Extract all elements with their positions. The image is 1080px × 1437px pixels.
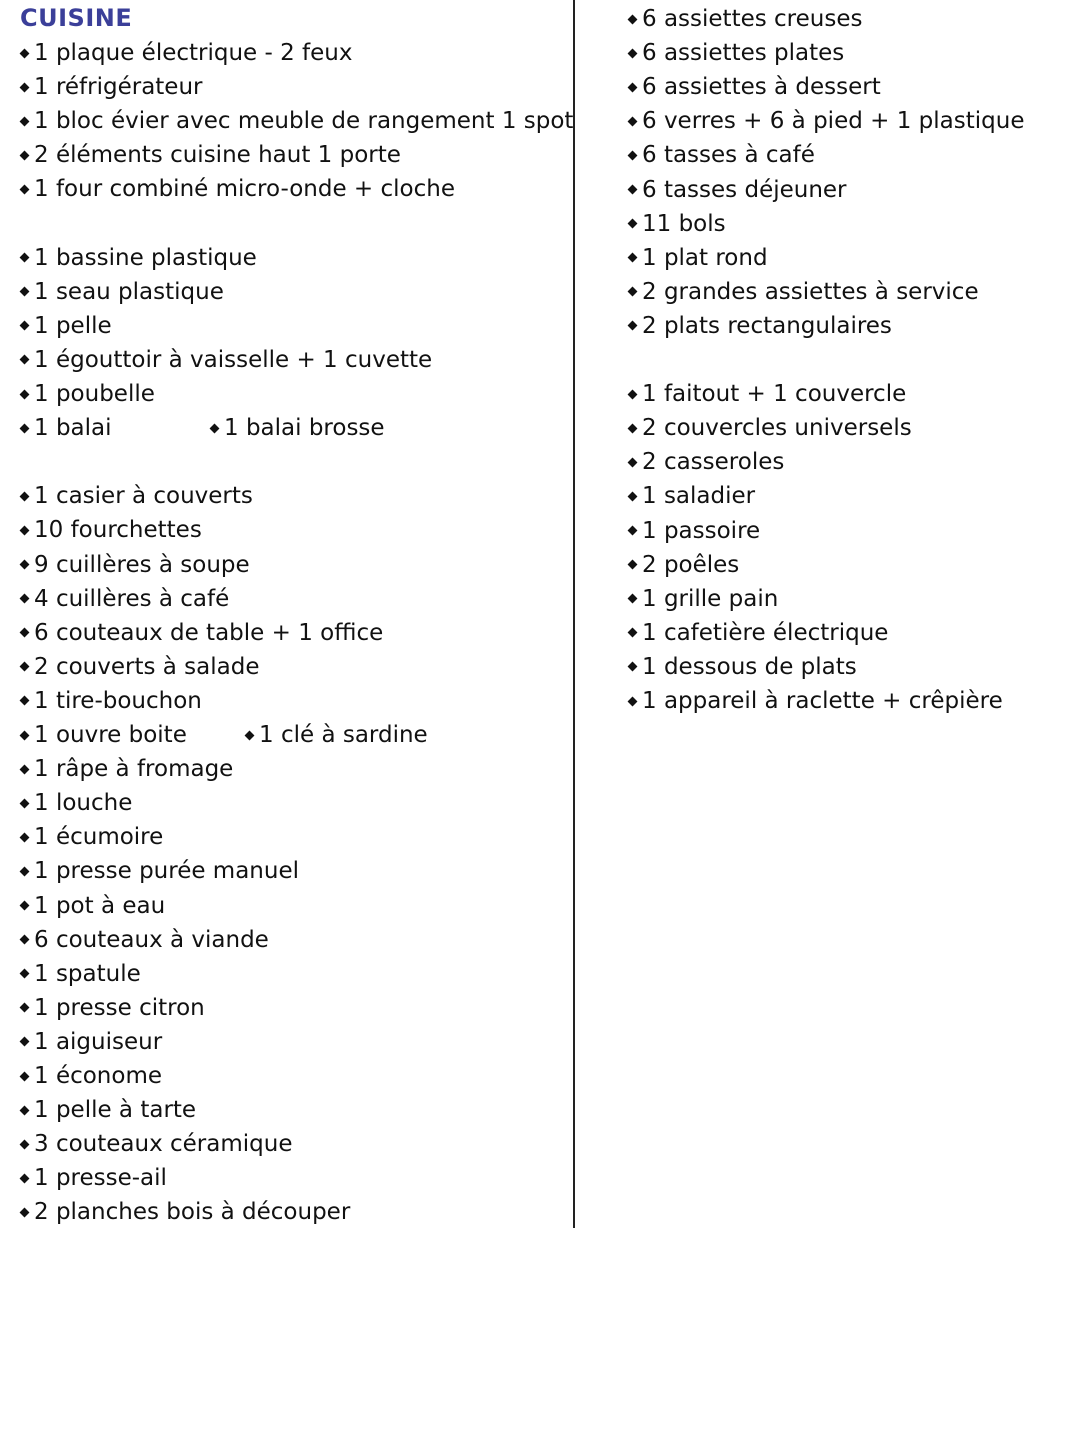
diamond-bullet-icon: [628, 628, 638, 638]
list-item-text: 1 tire-bouchon: [34, 687, 202, 714]
list-item: [626, 548, 739, 582]
diamond-bullet-icon: [20, 491, 30, 501]
diamond-bullet-icon: [628, 560, 638, 570]
list-item-text: 1 presse-ail: [34, 1165, 167, 1192]
list-item: [18, 548, 250, 582]
list-item: [18, 104, 573, 138]
list-item-text: 1 faitout + 1 couvercle: [642, 381, 907, 408]
list-item-text: 1 balai: [34, 415, 112, 442]
diamond-bullet-icon: [20, 1003, 30, 1013]
list-item: [18, 1127, 292, 1161]
diamond-bullet-icon: [628, 321, 638, 331]
list-item-text: 1 casier à couverts: [34, 483, 253, 510]
list-item-text: 1 appareil à raclette + crêpière: [642, 688, 1003, 714]
list-item-text: 1 plaque électrique - 2 feux: [34, 40, 353, 66]
list-item-text: 1 dessous de plats: [642, 653, 857, 680]
list-item-text: 2 éléments cuisine haut 1 porte: [34, 142, 401, 169]
diamond-bullet-icon: [20, 1071, 30, 1081]
list-item-text: 2 grandes assiettes à service: [642, 278, 979, 305]
list-item: [18, 275, 224, 309]
list-item-text: 6 tasses déjeuner: [642, 176, 847, 203]
diamond-bullet-icon: [20, 628, 30, 638]
list-item: [18, 957, 141, 991]
list-item-text: 1 économe: [34, 1063, 163, 1089]
diamond-bullet-icon: [20, 594, 30, 604]
diamond-bullet-icon: [20, 355, 30, 365]
list-item-text: 1 pelle: [34, 312, 112, 339]
list-item-text: 1 égouttoir à vaisselle + 1 cuvette: [34, 346, 433, 373]
list-item: [18, 343, 432, 377]
list-item: [18, 241, 257, 275]
diamond-bullet-icon: [20, 1139, 30, 1149]
diamond-bullet-icon: [20, 1105, 30, 1115]
diamond-bullet-icon: [20, 389, 30, 399]
list-item: [626, 2, 862, 36]
diamond-bullet-icon: [245, 730, 255, 740]
list-item-text: 1 ouvre boite: [34, 722, 187, 748]
list-item: [626, 104, 1024, 138]
list-item-text: 1 poubelle: [34, 381, 155, 407]
diamond-bullet-icon: [628, 219, 638, 229]
list-item: [18, 820, 163, 854]
list-item: [626, 138, 815, 172]
list-item: [18, 991, 205, 1025]
list-item: [18, 582, 229, 616]
diamond-bullet-icon: [210, 423, 220, 433]
list-item-text: 2 plats rectangulaires: [642, 312, 892, 339]
diamond-bullet-icon: [20, 525, 30, 535]
diamond-bullet-icon: [20, 116, 30, 126]
list-item: [18, 377, 155, 411]
list-item: [626, 411, 912, 445]
list-item-text: 1 clé à sardine: [259, 722, 428, 748]
list-item: [626, 479, 755, 513]
list-item: [18, 1093, 196, 1127]
diamond-bullet-icon: [20, 184, 30, 194]
list-item: [18, 786, 132, 820]
list-item: [626, 275, 979, 309]
list-item: [18, 1161, 167, 1195]
diamond-bullet-icon: [20, 48, 30, 58]
diamond-bullet-icon: [628, 185, 638, 195]
list-item: [18, 36, 353, 70]
list-item: [626, 445, 784, 479]
diamond-bullet-icon: [20, 1207, 30, 1217]
list-item-text: 6 couteaux à viande: [34, 926, 269, 953]
list-item-text: 6 couteaux de table + 1 office: [34, 619, 384, 646]
diamond-bullet-icon: [628, 457, 638, 467]
list-item-text: 6 assiettes creuses: [642, 6, 863, 32]
list-item-text: 1 four combiné micro-onde + cloche: [34, 176, 455, 203]
list-item-text: 1 seau plastique: [34, 278, 224, 305]
list-item-text: 6 assiettes à dessert: [642, 74, 881, 101]
diamond-bullet-icon: [628, 594, 638, 604]
list-item-text: 2 poêles: [642, 551, 740, 578]
list-item-text: 6 assiettes plates: [642, 40, 845, 67]
list-item-text: 1 spatule: [34, 960, 141, 987]
list-item: [18, 513, 202, 547]
list-item-text: 2 casseroles: [642, 449, 785, 476]
list-item-text: 9 cuillères à soupe: [34, 551, 250, 578]
list-item: [18, 1059, 162, 1093]
list-item-text: 1 presse purée manuel: [34, 858, 300, 885]
list-item-text: 1 râpe à fromage: [34, 756, 234, 783]
diamond-bullet-icon: [20, 969, 30, 979]
list-item: [626, 173, 847, 207]
list-item-text: 10 fourchettes: [34, 517, 202, 544]
list-item: [18, 854, 299, 888]
list-item: [626, 70, 881, 104]
diamond-bullet-icon: [20, 321, 30, 331]
diamond-bullet-icon: [628, 14, 638, 24]
diamond-bullet-icon: [628, 116, 638, 126]
list-item-text: 1 presse citron: [34, 994, 205, 1021]
diamond-bullet-icon: [20, 662, 30, 672]
column-divider: [573, 0, 575, 1228]
list-item: [18, 616, 383, 650]
list-item: [626, 309, 892, 343]
list-item: [626, 582, 778, 616]
list-item-text: 1 aiguiseur: [34, 1028, 163, 1055]
page-title: CUISINE: [20, 4, 133, 32]
list-item-text: 11 bols: [642, 210, 726, 237]
list-item-text: 1 bloc évier avec meuble de rangement 1 spot: [34, 108, 574, 135]
list-item: [626, 36, 844, 70]
list-item: [18, 479, 253, 513]
list-item-text: 1 bassine plastique: [34, 244, 257, 271]
list-item-text: 1 cafetière électrique: [642, 619, 889, 646]
list-item: [18, 309, 112, 343]
list-item: [18, 923, 269, 957]
list-item: [626, 650, 857, 684]
diamond-bullet-icon: [20, 560, 30, 570]
list-item: [18, 1195, 350, 1229]
list-item: [18, 138, 401, 172]
list-item-text: 1 écumoire: [34, 824, 164, 851]
list-item: [18, 889, 165, 923]
list-item-text: 2 couvercles universels: [642, 415, 912, 442]
list-item: [208, 411, 385, 445]
list-item-text: 3 couteaux céramique: [34, 1131, 293, 1158]
list-item-text: 6 tasses à café: [642, 142, 815, 169]
diamond-bullet-icon: [20, 82, 30, 92]
list-item: [18, 650, 260, 684]
diamond-bullet-icon: [628, 150, 638, 160]
diamond-bullet-icon: [628, 423, 638, 433]
diamond-bullet-icon: [20, 901, 30, 911]
list-item: [18, 70, 203, 104]
list-item-text: 1 passoire: [642, 517, 761, 544]
diamond-bullet-icon: [20, 1173, 30, 1183]
diamond-bullet-icon: [628, 696, 638, 706]
list-item-text: 1 pelle à tarte: [34, 1097, 197, 1124]
diamond-bullet-icon: [628, 287, 638, 297]
diamond-bullet-icon: [20, 866, 30, 876]
list-item: [18, 1025, 162, 1059]
list-item-text: 1 louche: [34, 790, 133, 817]
list-item: [18, 172, 455, 206]
diamond-bullet-icon: [20, 253, 30, 263]
diamond-bullet-icon: [20, 423, 30, 433]
list-item-text: 6 verres + 6 à pied + 1 plastique: [642, 108, 1025, 135]
list-item-text: 1 grille pain: [642, 585, 779, 612]
list-item-text: 1 réfrigérateur: [34, 74, 203, 101]
list-item-text: 4 cuillères à café: [34, 585, 230, 612]
diamond-bullet-icon: [20, 1037, 30, 1047]
diamond-bullet-icon: [20, 287, 30, 297]
diamond-bullet-icon: [628, 48, 638, 58]
diamond-bullet-icon: [628, 82, 638, 92]
list-item: [626, 207, 726, 241]
list-item-text: 1 pot à eau: [34, 892, 166, 919]
list-item: [626, 377, 906, 411]
list-item: [18, 752, 233, 786]
diamond-bullet-icon: [628, 253, 638, 263]
list-item: [18, 718, 187, 752]
list-item: [18, 411, 112, 445]
list-item: [18, 684, 202, 718]
diamond-bullet-icon: [20, 764, 30, 774]
diamond-bullet-icon: [20, 150, 30, 160]
diamond-bullet-icon: [628, 526, 638, 536]
list-item: [626, 684, 1003, 718]
list-item: [243, 718, 428, 752]
list-item-text: 1 saladier: [642, 483, 756, 510]
diamond-bullet-icon: [20, 798, 30, 808]
diamond-bullet-icon: [20, 832, 30, 842]
list-item-text: 1 balai brosse: [224, 415, 385, 442]
list-item: [626, 514, 760, 548]
diamond-bullet-icon: [20, 730, 30, 740]
list-item-text: 1 plat rond: [642, 244, 768, 271]
diamond-bullet-icon: [628, 389, 638, 399]
list-item-text: 2 couverts à salade: [34, 653, 260, 680]
diamond-bullet-icon: [20, 935, 30, 945]
list-item-text: 2 planches bois à découper: [34, 1199, 351, 1226]
diamond-bullet-icon: [20, 696, 30, 706]
list-item: [626, 616, 888, 650]
diamond-bullet-icon: [628, 662, 638, 672]
list-item: [626, 241, 768, 275]
diamond-bullet-icon: [628, 491, 638, 501]
